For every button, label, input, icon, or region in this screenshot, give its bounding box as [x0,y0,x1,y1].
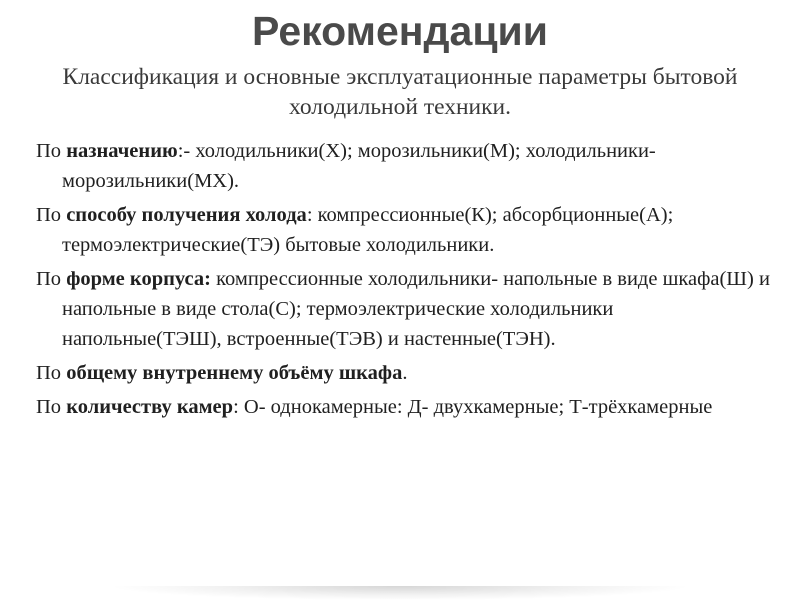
item-lead: По [36,362,67,384]
item-keyword: назначению [66,140,178,162]
item-lead: По [36,268,67,290]
list-item-cooling-method [36,200,776,260]
item-text: : компрессионные(К); абсорбционные(А); термоэлектрические(ТЭ) бытовые холодильники. [62,204,674,256]
list-item-chambers [36,392,776,422]
slide-subtitle: Классификация и основные эксплуатационные параметры бытовой холодильной техники. [62,64,738,120]
list-item-purpose [36,136,776,196]
slide-title: Рекомендации [252,8,548,54]
item-lead: По [36,204,67,226]
item-keyword: количеству камер [66,396,234,418]
list-item-volume [36,358,776,388]
slide-shadow [115,586,685,600]
item-text: :- холодильники(Х); морозильники(М); холодильники-морозильники(МХ). [62,140,656,192]
item-keyword: общему внутреннему объёму шкафа [66,362,403,384]
item-lead: По [36,140,67,162]
item-text: . [402,362,408,384]
classification-list [36,136,776,426]
item-text: : О- однокамерные: Д- двухкамерные; Т-трёхкамерные [233,396,713,418]
item-text: компрессионные холодильники- напольные в виде шкафа(Ш) и напольные в виде стола(С); термоэлектрические холодильники напольные(ТЭШ), встроенные(ТЭВ) и настенные(ТЭН). [62,268,770,350]
item-keyword: способу получения холода [66,204,307,226]
item-keyword: форме корпуса: [66,268,211,290]
item-lead: По [36,396,67,418]
list-item-body-shape [36,264,776,354]
